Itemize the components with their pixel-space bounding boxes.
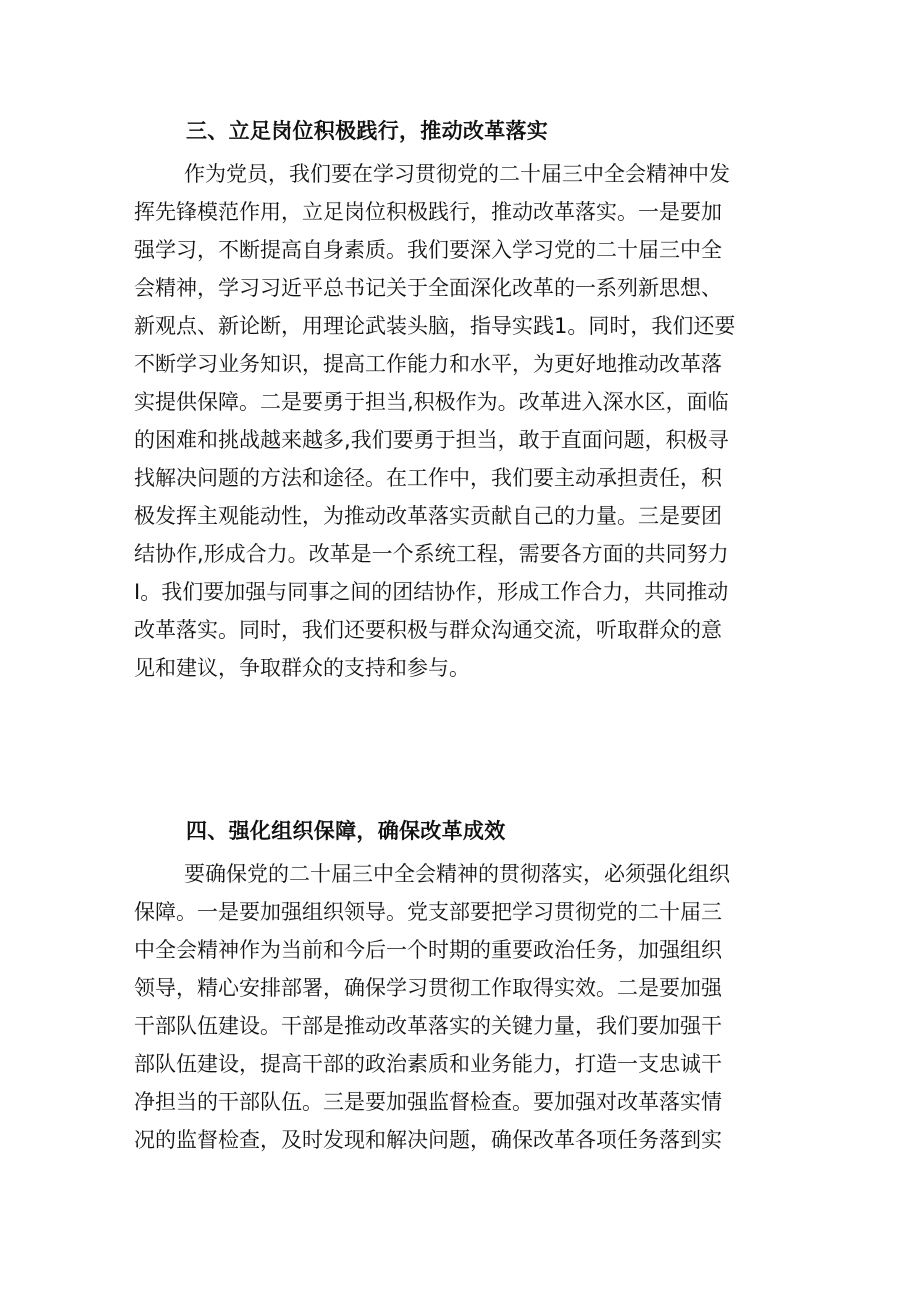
paragraph-line: 领导，精心安排部署，确保学习贯彻工作取得实效。二是要加强: [134, 976, 722, 1000]
paragraph-line: 作为党员，我们要在学习贯彻党的二十届三中全会精神中发: [184, 162, 730, 186]
paragraph-line: 要确保党的二十届三中全会精神的贯彻落实，必须强化组织: [184, 862, 730, 886]
paragraph-line: 见和建议，争取群众的支持和参与。: [134, 656, 470, 680]
paragraph-line: 况的监督检查，及时发现和解决问题，确保改革各项任务落到实: [134, 1128, 722, 1152]
paragraph-line: 挥先锋模范作用，立足岗位积极践行，推动改革落实。一是要加: [134, 200, 722, 224]
paragraph-line: 实提供保障。二是要勇于担当,积极作为。改革进入深水区，面临: [134, 390, 729, 414]
paragraph-line: 结协作,形成合力。改革是一个系统工程，需要各方面的共同努力: [134, 542, 729, 566]
paragraph-line: 极发挥主观能动性，为推动改革落实贡献自己的力量。三是要团: [134, 504, 722, 528]
paragraph-line: 部队伍建设，提高干部的政治素质和业务能力，打造一支忠诚干: [134, 1052, 722, 1076]
paragraph-line: 中全会精神作为当前和今后一个时期的重要政治任务，加强组织: [134, 938, 722, 962]
paragraph-line: 的困难和挑战越来越多,我们要勇于担当，敢于直面问题，积极寻: [134, 428, 729, 452]
paragraph-line: 干部队伍建设。干部是推动改革落实的关键力量，我们要加强干: [134, 1014, 722, 1038]
paragraph-line: 保障。一是要加强组织领导。党支部要把学习贯彻党的二十届三: [134, 900, 722, 924]
section-4-paragraph: [134, 855, 790, 1159]
paragraph-line: 新观点、新论断，用理论武装头脑，指导实践1。同时，我们还要: [134, 314, 736, 338]
paragraph-line: 强学习，不断提高自身素质。我们要深入学习党的二十届三中全: [134, 238, 722, 262]
paragraph-line: 找解决问题的方法和途径。在工作中，我们要主动承担责任，积: [134, 466, 722, 490]
paragraph-line: 净担当的干部队伍。三是要加强监督检查。要加强对改革落实情: [134, 1090, 722, 1114]
section-3-heading: 三、立足岗位积极践行，推动改革落实: [186, 119, 549, 143]
paragraph-line: 不断学习业务知识，提高工作能力和水平，为更好地推动改革落: [134, 352, 722, 376]
section-3-paragraph: [134, 155, 790, 687]
paragraph-line: 改革落实。同时，我们还要积极与群众沟通交流，听取群众的意: [134, 618, 722, 642]
paragraph-line: 会精神，学习习近平总书记关于全面深化改革的一系列新思想、: [134, 276, 722, 300]
section-4-heading: 四、强化组织保障，确保改革成效: [186, 819, 506, 843]
paragraph-line: I。我们要加强与同事之间的团结协作，形成工作合力，共同推动: [134, 580, 729, 604]
